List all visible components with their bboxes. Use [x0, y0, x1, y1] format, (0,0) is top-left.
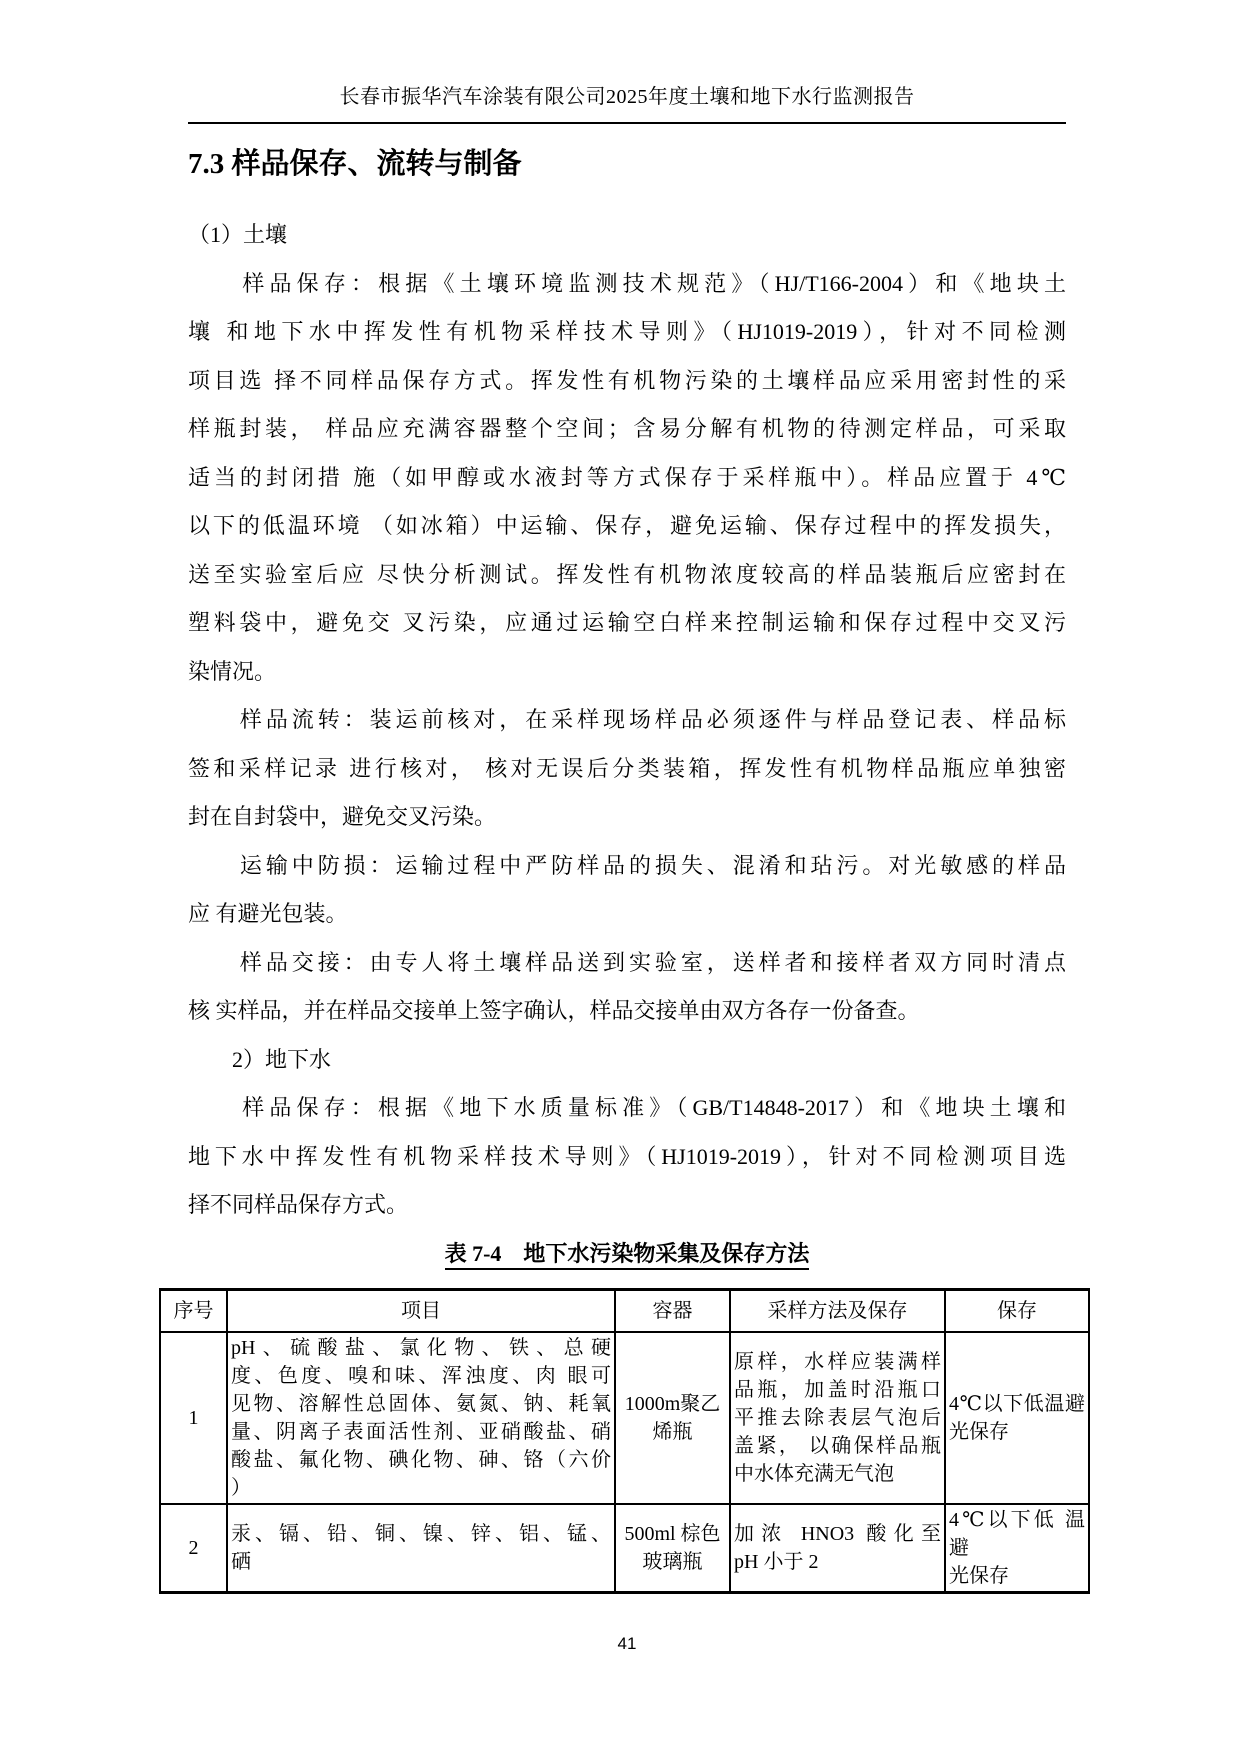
table-cell: [615, 1332, 730, 1504]
text-line: 项目选 择不同样品保存方式。挥发性有机物污染的土壤样品应采用密封性的采: [188, 367, 1066, 393]
table-cell: [945, 1504, 1089, 1593]
cell-line: 硒: [231, 1550, 251, 1573]
cell-line: pH 小于 2: [734, 1550, 819, 1573]
cell-line: 量、阴离子表面活性剂、亚硝酸盐、硝: [231, 1420, 611, 1443]
column-header: 序号: [160, 1289, 227, 1332]
text-line: 择不同样品保存方式。: [188, 1192, 409, 1217]
text-line: 塑料袋中，避免交 叉污染，应通过运输空白样来控制运输和保存过程中交叉污: [188, 610, 1066, 635]
text-line: 核 实样品，并在样品交接单上签字确认，样品交接单由双方各存一份备查。: [188, 998, 920, 1023]
text-line: 染情况。: [188, 658, 277, 684]
table-cell: [227, 1504, 615, 1593]
text-line: 2）地下水: [188, 1046, 332, 1072]
column-header: 保存: [945, 1289, 1089, 1332]
table-cell: [945, 1332, 1089, 1504]
text-line: （1）土壤: [188, 222, 288, 247]
table-cell: [160, 1332, 227, 1504]
report-title: 长春市振华汽车涂装有限公司2025年度土壤和地下水行监测报告: [339, 86, 915, 108]
cell-line: 见物、溶解性总固体、氨氮、钠、耗氧: [231, 1392, 611, 1415]
paragraph: [188, 1036, 1066, 1085]
text-line: 壤 和地下水中挥发性有机物采样技术导则》（HJ1019-2019），针对不同检测: [188, 319, 1066, 344]
cell-line: 原样，水样应装满样: [734, 1350, 941, 1373]
page-header: [188, 0, 1066, 124]
text-line: 运输中防损：运输过程中严防样品的损失、混淆和玷污。对光敏感的样品: [188, 852, 1066, 878]
table-cell: [227, 1332, 615, 1504]
cell-line: 500ml 棕色: [624, 1522, 721, 1545]
text-line: 样品保存：根据《地下水质量标准》（GB/T14848-2017）和《地块土壤和: [188, 1095, 1066, 1120]
cell-line: 1: [188, 1406, 199, 1429]
cell-line: 1000m聚乙: [624, 1392, 721, 1415]
paragraph: [188, 211, 1066, 260]
cell-line: pH、硫酸盐、氯化物、铁、总硬: [231, 1336, 611, 1359]
text-line: 地下水中挥发性有机物采样技术导则》（HJ1019-2019），针对不同检测项目选: [188, 1143, 1066, 1169]
cell-line: 中水体充满无气泡: [734, 1462, 894, 1485]
column-header: 采样方法及保存: [730, 1289, 945, 1332]
cell-line: 加浓 HNO3 酸化至: [734, 1522, 941, 1545]
cell-line: 酸盐、氟化物、碘化物、砷、铬（六价: [231, 1448, 611, 1471]
table-header-row: [160, 1289, 1089, 1332]
cell-line: 光保存: [949, 1564, 1009, 1587]
table-cell: [160, 1504, 227, 1593]
text-line: 样瓶封装， 样品应充满容器整个空间；含易分解有机物的待测定样品，可采取: [188, 416, 1066, 441]
body-text: [188, 211, 1066, 1230]
paragraph: [188, 696, 1066, 842]
cell-line: 烯瓶: [652, 1420, 693, 1443]
text-line: 样品交接：由专人将土壤样品送到实验室，送样者和接样者双方同时清点: [188, 949, 1066, 975]
cell-line: ）: [231, 1476, 251, 1499]
table-row: [160, 1504, 1089, 1593]
text-line: 样品保存：根据《土壤环境监测技术规范》（HJ/T166-2004）和《地块土: [188, 270, 1066, 296]
cell-line: 汞、镉、铅、铜、镍、锌、铝、锰、: [231, 1522, 611, 1545]
text-line: 封在自封袋中，避免交叉污染。: [188, 804, 497, 829]
text-line: 送至实验室后应 尽快分析测试。挥发性有机物浓度较高的样品装瓶后应密封在: [188, 561, 1066, 587]
text-line: 应 有避光包装。: [188, 901, 348, 926]
table-cell: [615, 1504, 730, 1593]
table-row: [160, 1332, 1089, 1504]
cell-line: 2: [188, 1536, 199, 1559]
cell-line: 4℃以下低温避: [949, 1392, 1085, 1415]
cell-line: 度、色度、嗅和味、浑浊度、肉 眼可: [231, 1364, 611, 1387]
page-number: 41: [617, 1633, 637, 1653]
sampling-preservation-table: [159, 1288, 1090, 1594]
cell-line: 玻璃瓶: [642, 1550, 703, 1573]
paragraph: [188, 1084, 1066, 1230]
column-header: 项目: [227, 1289, 615, 1332]
cell-line: 平推去除表层气泡后: [734, 1406, 941, 1429]
table-cell: [730, 1504, 945, 1593]
paragraph: [188, 260, 1066, 697]
column-header: 容器: [615, 1289, 730, 1332]
paragraph: [188, 939, 1066, 1036]
paragraph: [188, 842, 1066, 939]
cell-line: 品瓶，加盖时沿瓶口: [734, 1378, 941, 1401]
cell-line: 4℃以下低 温避: [949, 1508, 1085, 1559]
text-line: 样品流转：装运前核对，在采样现场样品必须逐件与样品登记表、样品标: [188, 707, 1066, 732]
section-title: 7.3 样品保存、流转与制备: [188, 148, 522, 180]
cell-line: 光保存: [949, 1420, 1009, 1443]
table-caption-text: 表 7-4 地下水污染物采集及保存方法: [445, 1241, 810, 1270]
cell-line: 盖紧， 以确保样品瓶: [734, 1434, 941, 1457]
table-cell: [730, 1332, 945, 1504]
table-caption: [188, 1236, 1066, 1272]
text-line: 以下的低温环境 （如冰箱）中运输、保存，避免运输、保存过程中的挥发损失，: [188, 513, 1066, 538]
text-line: 适当的封闭措 施（如甲醇或水液封等方式保存于采样瓶中）。样品应置于 4℃: [188, 464, 1066, 490]
text-line: 签和采样记录 进行核对， 核对无误后分类装箱，挥发性有机物样品瓶应单独密: [188, 755, 1066, 781]
